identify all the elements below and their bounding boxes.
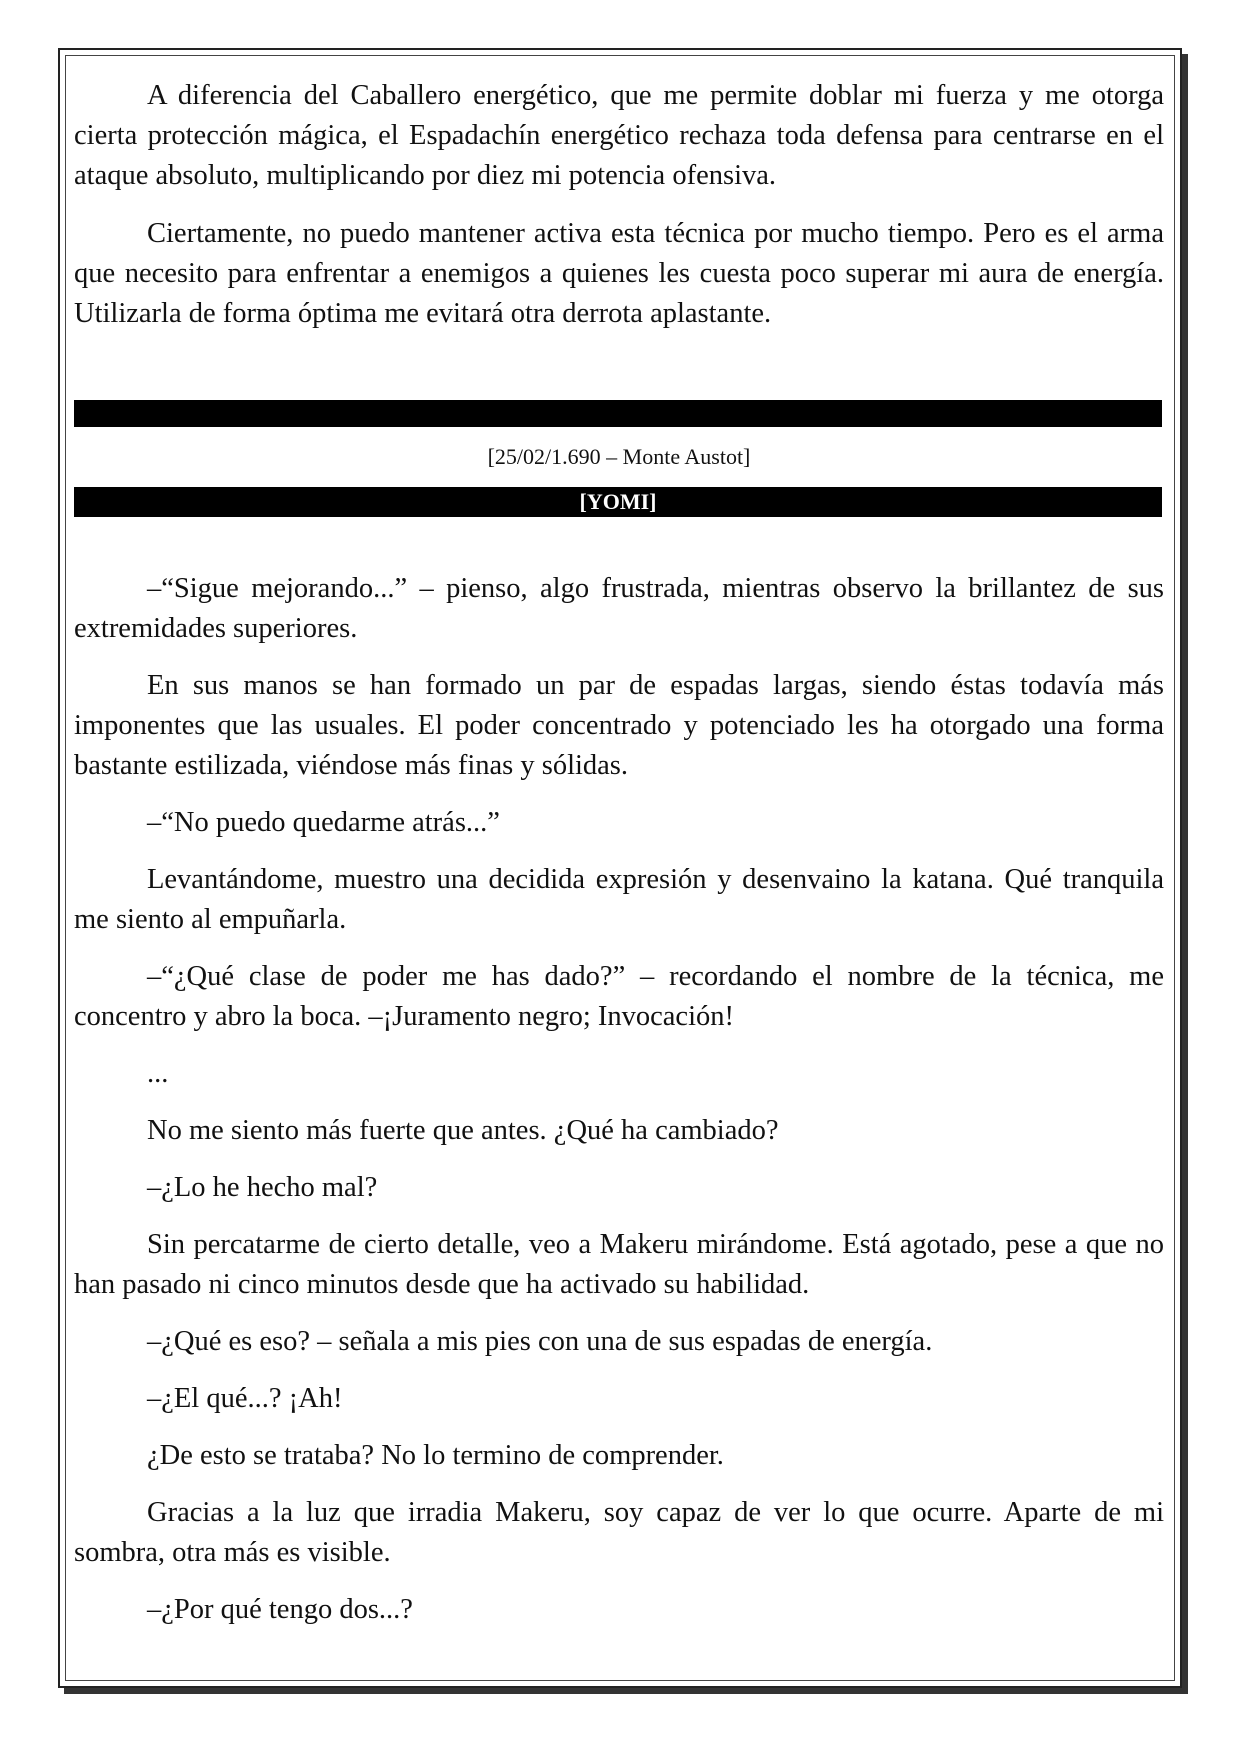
paragraph: Gracias a la luz que irradia Makeru, soy capaz de ver lo que ocurre. Aparte de mi sombra, otra más es visible. [74,1497,1164,1568]
paragraph: –“Sigue mejorando...” – pienso, algo frustrada, mientras observo la brillantez de sus extremidades superiores. [74,573,1164,644]
paragraph: –¿Qué es eso? – señala a mis pies con una de sus espadas de energía. [147,1326,933,1357]
scene-block [74,569,1164,1630]
scene-separator-bar [74,400,1162,427]
intro-block [74,76,1164,334]
paragraph: En sus manos se han formado un par de espadas largas, siendo éstas todavía más imponentes que las usuales. El poder concentrado y potenciado les ha otorgado una forma bastante estilizada, viéndose más finas y sólidas. [74,670,1164,781]
pov-character-bar: [YOMI] [74,487,1162,517]
paragraph: A diferencia del Caballero energético, que me permite doblar mi fuerza y me otorga cierta protección mágica, el Espadachín energético rechaza toda defensa para centrarse en el ataque absoluto, multiplicando por diez mi potencia ofensiva. [74,80,1164,191]
paragraph: Levantándome, muestro una decidida expresión y desenvaino la katana. Qué tranquila me siento al empuñarla. [74,864,1164,935]
paragraph: ... [147,1058,169,1089]
paragraph: Sin percatarme de cierto detalle, veo a Makeru mirándome. Está agotado, pese a que no han pasado ni cinco minutos desde que ha activado su habilidad. [74,1229,1164,1300]
paragraph: –“¿Qué clase de poder me has dado?” – recordando el nombre de la técnica, me concentro y abro la boca. –¡Juramento negro; Invocación! [74,961,1164,1032]
paragraph: –¿El qué...? ¡Ah! [147,1383,343,1414]
spacer [74,352,1164,400]
scene-date-location: [25/02/1.690 – Monte Austot] [487,444,751,469]
spacer [74,517,1164,569]
paragraph: –“No puedo quedarme atrás...” [147,807,500,838]
paragraph: –¿Por qué tengo dos...? [147,1594,413,1625]
page-content [74,76,1164,1647]
paragraph: –¿Lo he hecho mal? [147,1172,378,1203]
paragraph: No me siento más fuerte que antes. ¿Qué ha cambiado? [147,1115,779,1146]
paragraph: Ciertamente, no puedo mantener activa esta técnica por mucho tiempo. Pero es el arma que necesito para enfrentar a enemigos a quienes les cuesta poco superar mi aura de energía. Utilizarla de forma óptima me evitará otra derrota aplastante. [74,218,1164,329]
page-frame [58,48,1182,1688]
paragraph: ¿De esto se trataba? No lo termino de comprender. [147,1440,724,1471]
